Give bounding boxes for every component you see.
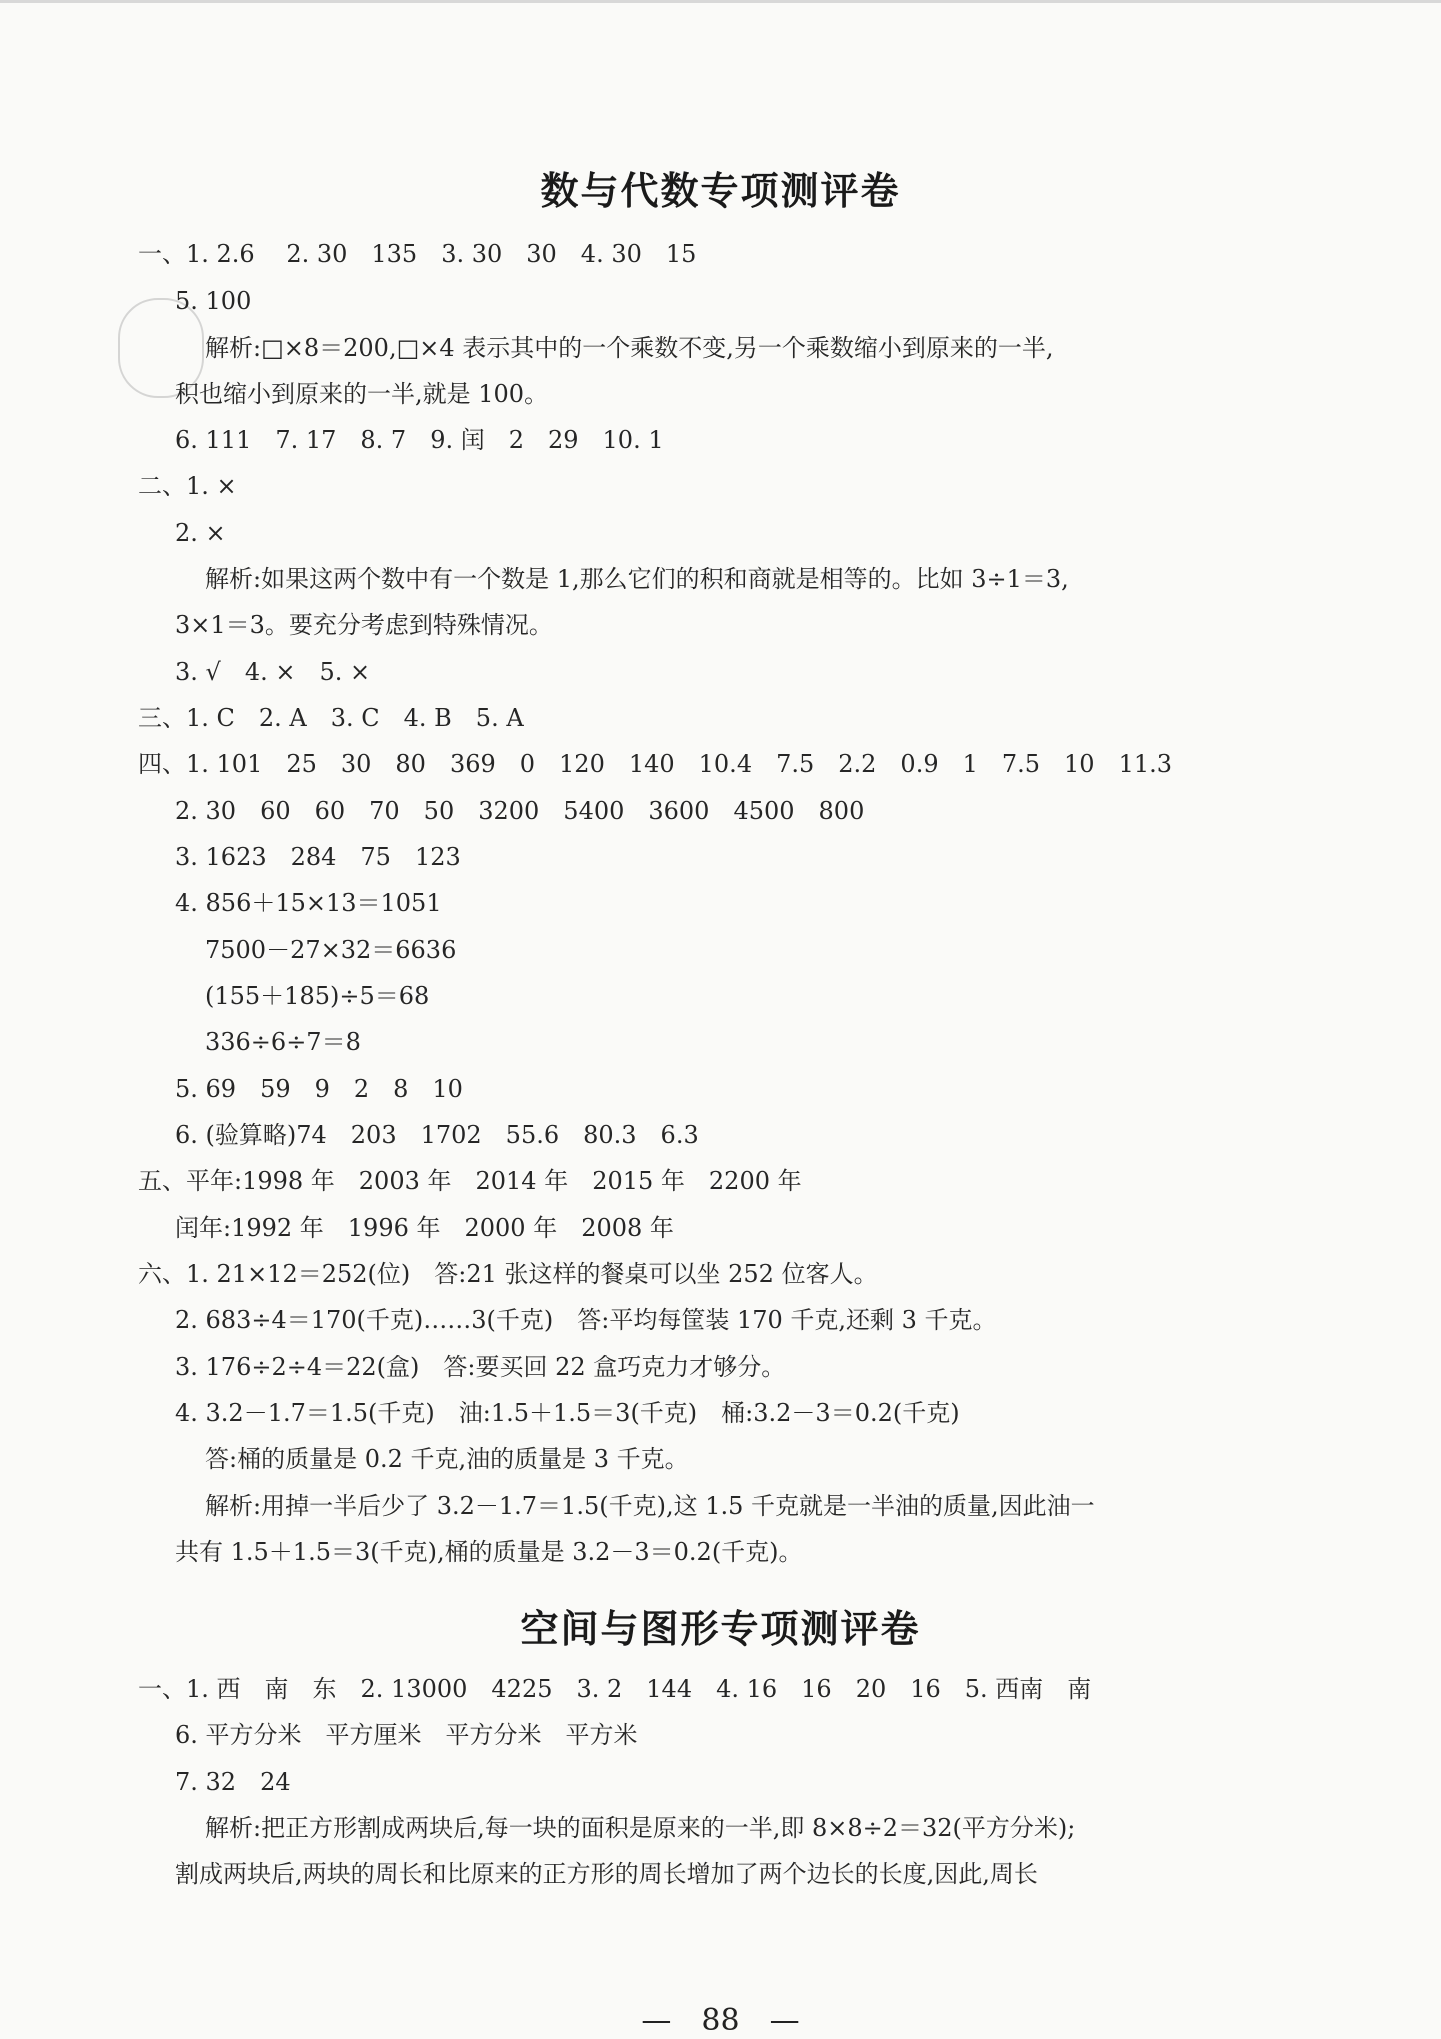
answer-line: 7500－27×32＝6636: [205, 936, 457, 964]
answer-line: 五、平年:1998 年 2003 年 2014 年 2015 年 2200 年: [138, 1167, 802, 1195]
answer-line: 答:桶的质量是 0.2 千克,油的质量是 3 千克。: [205, 1445, 689, 1473]
answer-line: 336÷6÷7＝8: [205, 1028, 361, 1056]
answer-line: 7. 32 24: [175, 1768, 291, 1796]
answer-line: 三、1. C 2. A 3. C 4. B 5. A: [138, 704, 524, 732]
section-title-space-geometry: 空间与图形专项测评卷: [520, 1607, 921, 1651]
page-number-dash-left: —: [641, 2003, 702, 2038]
analysis-line: 共有 1.5＋1.5＝3(千克),桶的质量是 3.2－3＝0.2(千克)。: [175, 1538, 803, 1566]
answer-line: 一、1. 2.6 2. 30 135 3. 30 30 4. 30 15: [138, 240, 697, 268]
answer-line: 六、1. 21×12＝252(位) 答:21 张这样的餐桌可以坐 252 位客人。: [138, 1260, 878, 1288]
analysis-line: 解析:□×8＝200,□×4 表示其中的一个乘数不变,另一个乘数缩小到原来的一半,: [205, 334, 1054, 362]
answer-line: 3. 176÷2÷4＝22(盒) 答:要买回 22 盒巧克力才够分。: [175, 1353, 786, 1381]
analysis-line: 积也缩小到原来的一半,就是 100。: [175, 380, 549, 408]
answer-line: 二、1. ×: [138, 472, 237, 500]
answer-line: 6. 111 7. 17 8. 7 9. 闰 2 29 10. 1: [175, 426, 664, 454]
answer-line: 5. 100: [175, 287, 252, 315]
section-title-number-algebra: 数与代数专项测评卷: [540, 169, 901, 213]
answer-line: 四、1. 101 25 30 80 369 0 120 140 10.4 7.5 2.2 0.9 1 7.5 10 11.3: [138, 750, 1173, 778]
answer-line: 2. ×: [175, 519, 226, 547]
answer-line: 闰年:1992 年 1996 年 2000 年 2008 年: [175, 1214, 674, 1242]
answer-line: 2. 30 60 60 70 50 3200 5400 3600 4500 800: [175, 797, 865, 825]
analysis-line: 解析:如果这两个数中有一个数是 1,那么它们的积和商就是相等的。比如 3÷1＝3,: [205, 565, 1069, 593]
analysis-line: 3×1＝3。要充分考虑到特殊情况。: [175, 611, 553, 639]
top-rule: [0, 0, 1441, 3]
answer-line: 6. 平方分米 平方厘米 平方分米 平方米: [175, 1721, 638, 1749]
analysis-line: 割成两块后,两块的周长和比原来的正方形的周长增加了两个边长的长度,因此,周长: [175, 1860, 1038, 1888]
answer-line: 5. 69 59 9 2 8 10: [175, 1075, 463, 1103]
answer-line: (155＋185)÷5＝68: [205, 982, 430, 1010]
page-number: [0, 1995, 1441, 2039]
analysis-line: 解析:用掉一半后少了 3.2－1.7＝1.5(千克),这 1.5 千克就是一半油的质量,因此油一: [205, 1492, 1095, 1520]
answer-line: 4. 856＋15×13＝1051: [175, 889, 442, 917]
analysis-line: 解析:把正方形割成两块后,每一块的面积是原来的一半,即 8×8÷2＝32(平方分米);: [205, 1814, 1076, 1842]
answer-line: 3. √ 4. × 5. ×: [175, 658, 371, 686]
page-number-dash-right: —: [739, 2003, 800, 2038]
page-number-value: 88: [701, 2003, 740, 2038]
answer-line: 2. 683÷4＝170(千克)……3(千克) 答:平均每筐装 170 千克,还剩 3 千克。: [175, 1306, 997, 1334]
answer-line: 4. 3.2－1.7＝1.5(千克) 油:1.5＋1.5＝3(千克) 桶:3.2－3＝0.2(千克): [175, 1399, 960, 1427]
answer-line: 6. (验算略)74 203 1702 55.6 80.3 6.3: [175, 1121, 699, 1149]
answer-line: 一、1. 西 南 东 2. 13000 4225 3. 2 144 4. 16 16 20 16 5. 西南 南: [138, 1675, 1092, 1703]
answer-line: 3. 1623 284 75 123: [175, 843, 461, 871]
